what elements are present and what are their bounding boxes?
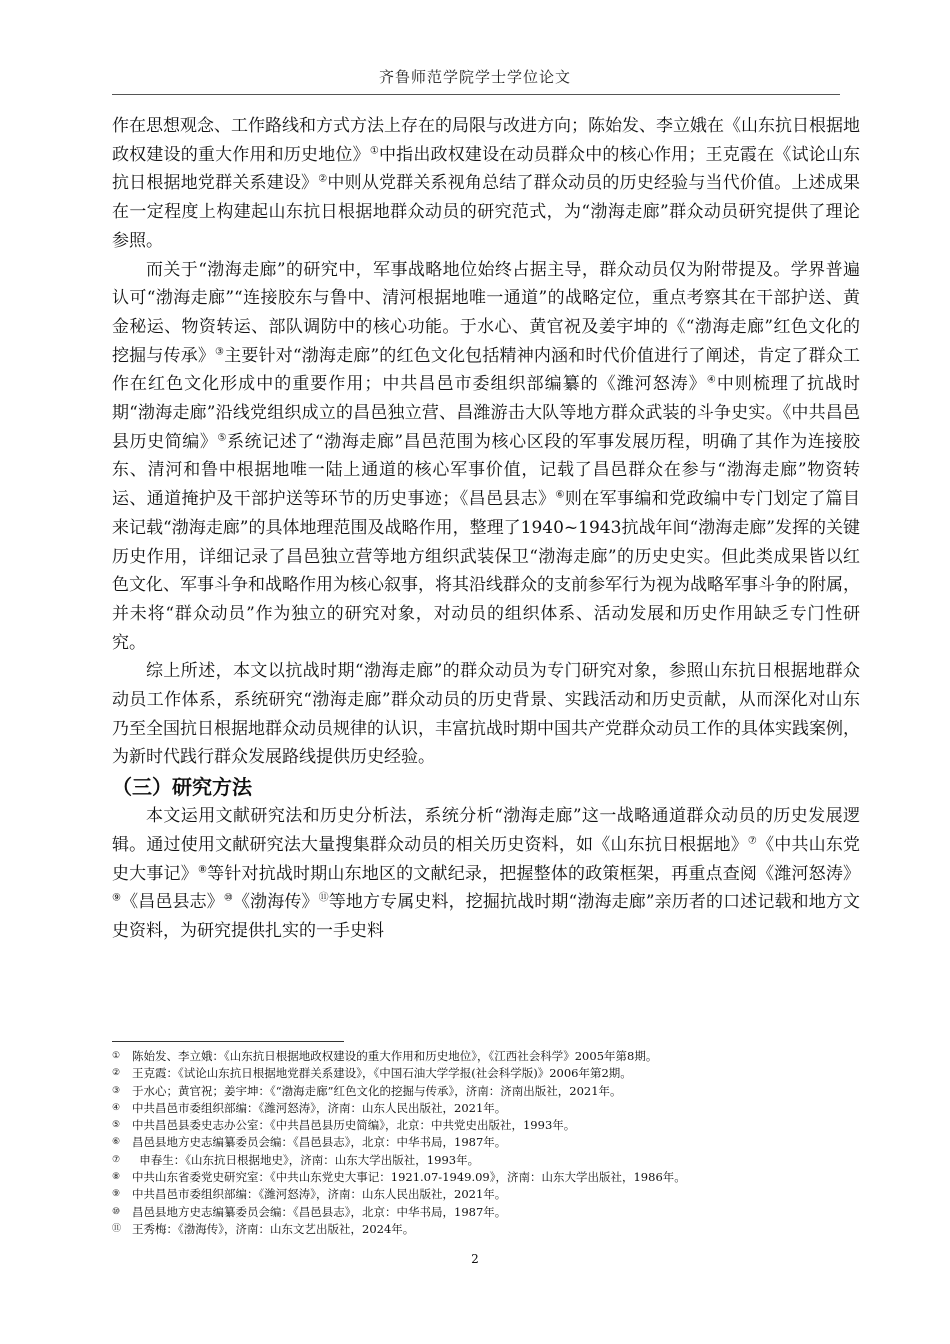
footnote-text: 王秀梅：《渤海传》，济南：山东文艺出版社，2024年。 [132,1221,415,1236]
footnote-mark: ③ [112,1085,121,1096]
body-text [112,112,860,946]
footnote-text: 中共山东省委党史研究室：《中共山东党史大事记：1921.07-1949.09》，济南：山东大学出版社，1986年。 [132,1170,686,1185]
text-run: 中则梳理了抗战时期“渤海走廊”沿线党组织成立的昌邑独立营、昌潍游击大队等地方群众武装的斗争史实。《中共昌邑县历史简编》 [112,374,861,452]
text-run: 中指出政权建设在动员群众中的核心作用；王克霞在《试论山东抗日根据地党群关系建设》 [112,144,861,194]
footnote-ref-6[interactable]: ⑥ [555,489,565,501]
text-run: 而关于“渤海走廊”的研究中，军事战略地位始终占据主导，群众动员仅为附带提及。学界普遍认可“渤海走廊”“连接胶东与鲁中、清河根据地唯一通道”的战略定位，重点考察其在干部护送、黄金秘运、物资转运、部队调防中的核心功能。于水心、黄官祝及姜宇坤的《“渤海走廊”红色文化的挖掘与传承》 [112,259,860,366]
section-heading: （三）研究方法 [112,775,252,800]
footnote-ref-4[interactable]: ④ [706,374,717,386]
footnote-item [112,1204,860,1221]
page-header: 齐鲁师范学院学士学位论文 [378,68,571,86]
footnote-item [112,1048,860,1065]
footnote-item [112,1169,860,1186]
footnote-item [112,1221,860,1238]
footnote-mark: ⑪ [112,1223,122,1234]
header-rule [112,94,840,95]
text-run: 系统记述了“渤海走廊”昌邑范围为核心区段的军事发展历程，明确了其作为连接胶东、清河和鲁中根据地唯一陆上通道的核心军事价值，记载了昌邑群众在参与“渤海走廊”物资转运、通道掩护及干部护送等环节的历史事迹；《昌邑县志》 [112,431,861,510]
text-run: 等地方专属史料，挖掘抗战时期“渤海走廊”亲历者的口述记载和地方文史资料，为研究提供扎实的一手史料 [112,892,861,941]
paragraph-2 [112,256,860,658]
text-run: 中则从党群关系视角总结了群众动员的历史经验与当代价值。上述成果在一定程度上构建起山东抗日根据地群众动员的研究范式，为“渤海走廊”群众动员研究提供了理论参照。 [112,173,861,251]
footnote-ref-3[interactable]: ③ [215,345,225,357]
footnote-mark: ⑧ [112,1172,121,1183]
text-run: 《中共山东党史大事记》 [112,834,861,884]
text-run: 作在思想观念、工作路线和方式方法上存在的局限与改进方向；陈始发、李立娥在《山东抗日根据地政权建设的重大作用和历史地位》 [112,116,860,165]
page-number: 2 [471,1252,479,1266]
footnote-ref-11[interactable]: ⑪ [318,892,329,904]
footnote-text: 中共昌邑县委史志办公室：《中共昌邑县历史简编》，北京：中共党史出版社，1993年。 [132,1118,576,1133]
footnote-text: 昌邑县地方史志编纂委员会编：《昌邑县志》，北京：中华书局，1987年。 [132,1135,507,1150]
footnote-text: 陈始发、李立娥：《山东抗日根据地政权建设的重大作用和历史地位》，《江西社会科学》2005年第8期。 [132,1049,658,1063]
footnote-item [112,1100,860,1117]
footnote-text: 中共昌邑市委组织部编：《潍河怒涛》，济南：山东人民出版社，2021年。 [132,1100,507,1115]
text-run: 《昌邑县志》 [121,892,224,913]
footnote-text: 昌邑县地方史志编纂委员会编：《昌邑县志》，北京：中华书局，1987年。 [132,1204,507,1219]
text-run: 《渤海传》 [232,892,319,913]
footnote-item [112,1065,860,1082]
text-run: 等针对抗战时期山东地区的文献纪录，把握整体的政策框架，再重点查阅《潍河怒涛》 [207,863,861,884]
footnotes [112,1048,860,1238]
footnote-item [112,1152,860,1169]
footnote-mark: ② [112,1068,121,1079]
footnote-ref-5[interactable]: ⑤ [217,432,227,444]
footnote-item [112,1186,860,1203]
text-run: 主要针对“渤海走廊”的红色文化包括精神内涵和时代价值进行了阐述，肯定了群众工作在红色文化形成中的重要作用；中共昌邑市委组织部编纂的《潍河怒涛》 [112,345,860,395]
footnote-separator [112,1041,344,1042]
footnote-ref-8[interactable]: ⑧ [197,863,208,875]
footnote-mark: ④ [112,1102,121,1113]
footnote-mark: ⑥ [112,1137,121,1148]
footnote-ref-9[interactable]: ⑨ [112,892,122,904]
footnote-ref-10[interactable]: ⑩ [223,892,233,904]
paragraph-3 [112,657,860,772]
footnote-ref-7[interactable]: ⑦ [747,835,758,847]
footnote-item [112,1083,860,1100]
footnote-item [112,1134,860,1151]
footnote-item [112,1117,860,1134]
footnote-text: 王克霞：《试论山东抗日根据地党群关系建设》，《中国石油大学学报(社会科学版)》2006年第2期。 [132,1066,632,1081]
text-run: 则在军事编和党政编中专门划定了篇目来记载“渤海走廊”的具体地理范围及战略作用，整理了1940~1943抗战年间“渤海走廊”发挥的关键历史作用，详细记录了昌邑独立营等地方组织武装保卫“渤海走廊”的历史史实。但此类成果皆以红色文化、军事斗争和战略作用为核心叙事，将其沿线群众的支前参军行为视为战略军事斗争的附属，并未将“群众动员”作为独立的研究对象，对动员的组织体系、活动发展和历史作用缺乏专门性研究。 [112,489,861,653]
footnote-text: 申春生：《山东抗日根据地史》，济南：山东大学出版社，1993年。 [132,1152,480,1167]
footnote-mark: ⑨ [112,1189,121,1200]
text-run: 本文运用文献研究法和历史分析法，系统分析“渤海走廊”这一战略通道群众动员的历史发展逻辑。通过使用文献研究法大量搜集群众动员的相关历史资料，如《山东抗日根据地》 [112,806,860,855]
footnote-mark: ① [112,1051,121,1061]
paragraph-1 [112,112,860,256]
footnote-mark: ⑩ [112,1206,121,1217]
footnote-text: 中共昌邑市委组织部编：《潍河怒涛》，济南：山东人民出版社，2021年。 [132,1187,507,1202]
text-run: 综上所述，本文以抗战时期“渤海走廊”的群众动员为专门研究对象，参照山东抗日根据地群众动员工作体系，系统研究“渤海走廊”群众动员的历史背景、实践活动和历史贡献，从而深化对山东乃至全国抗日根据地群众动员规律的认识，丰富抗战时期中国共产党群众动员工作的具体实践案例，为新时代践行群众发展路线提供历史经验。 [112,661,860,768]
footnote-text: 于水心；黄官祝；姜宇坤：《“渤海走廊”红色文化的挖掘与传承》，济南：济南出版社，2021年。 [132,1083,622,1098]
footnote-mark: ⑦ [112,1154,121,1165]
footnote-ref-2[interactable]: ② [318,173,328,185]
paragraph-4 [112,802,860,946]
footnote-mark: ⑤ [112,1120,121,1131]
footnote-ref-1[interactable]: ① [369,145,379,157]
